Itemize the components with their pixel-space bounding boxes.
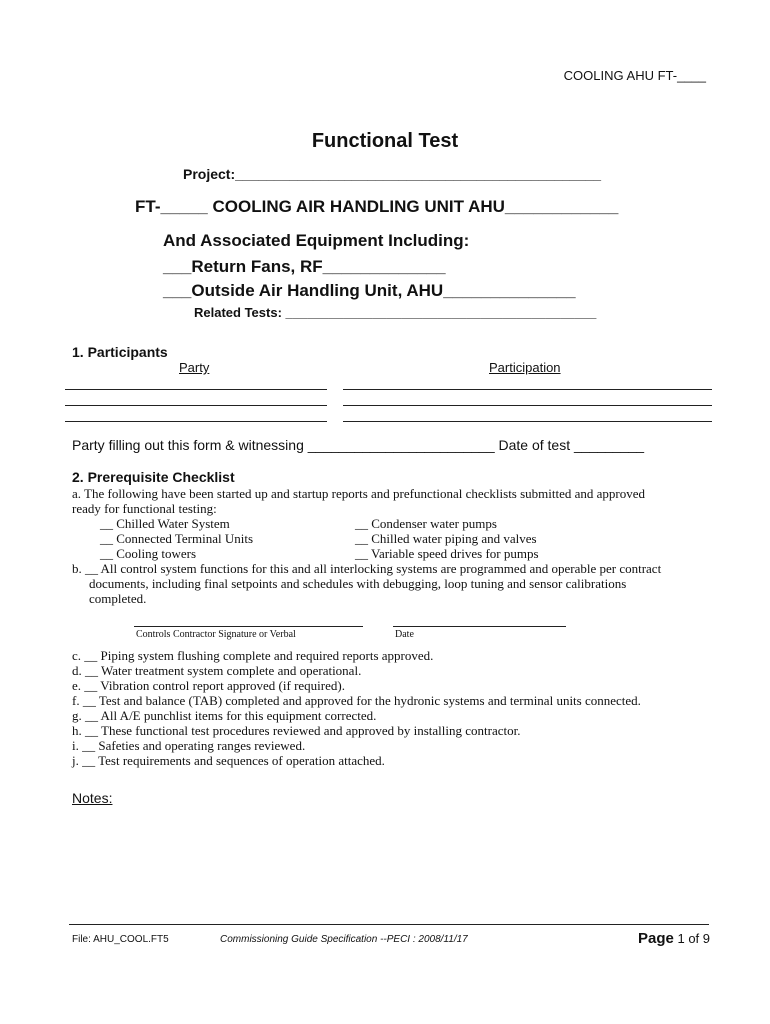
equipment-outside-ahu: ___Outside Air Handling Unit, AHU______________ (163, 281, 576, 300)
equipment-return-fans: ___Return Fans, RF_____________ (163, 257, 446, 276)
party-line-3 (65, 421, 327, 422)
participation-line-3 (343, 421, 712, 422)
date-label: Date (395, 629, 414, 640)
participation-line-1 (343, 389, 712, 390)
page-of: 1 of 9 (673, 931, 710, 946)
prereq-item-i: i. __ Safeties and operating ranges reviewed. (72, 738, 306, 753)
party-filling-field: Party filling out this form & witnessing ________________________ Date of test _________ (72, 437, 645, 453)
check-chilled-piping: __ Chilled water piping and valves (355, 531, 537, 546)
prereq-b-line3: completed. (89, 591, 147, 606)
related-tests-field: Related Tests: ___________________________________________ (194, 305, 597, 320)
ft-heading: FT-_____ COOLING AIR HANDLING UNIT AHU____________ (135, 197, 619, 216)
prereq-item-c: c. __ Piping system flushing complete and required reports approved. (72, 648, 434, 663)
project-field: Project:_______________________________________________ (183, 166, 602, 182)
page-title: Functional Test (311, 130, 459, 152)
party-line-2 (65, 405, 327, 406)
page-number (638, 930, 710, 947)
signature-line (134, 626, 363, 627)
prereq-item-j: j. __ Test requirements and sequences of operation attached. (72, 753, 385, 768)
prereq-a-line2: ready for functional testing: (72, 501, 217, 516)
page-word: Page (638, 930, 674, 947)
participation-line-2 (343, 405, 712, 406)
check-chilled-water: __ Chilled Water System (100, 516, 230, 531)
participation-column-header: Participation (489, 360, 561, 375)
party-column-header: Party (179, 360, 210, 375)
check-cooling-towers: __ Cooling towers (100, 546, 197, 561)
check-terminal-units: __ Connected Terminal Units (100, 531, 254, 546)
participants-heading: 1. Participants (72, 344, 168, 360)
footer-file: File: AHU_COOL.FT5 (72, 934, 169, 945)
prereq-item-f: f. __ Test and balance (TAB) completed and approved for the hydronic systems and terminal units connected. (72, 693, 641, 708)
signature-label: Controls Contractor Signature or Verbal (136, 629, 296, 640)
prereq-b-line2: documents, including final setpoints and schedules with debugging, loop tuning and sensor calibrations (89, 576, 627, 591)
prereq-item-e: e. __ Vibration control report approved (if required). (72, 678, 345, 693)
check-condenser-pumps: __ Condenser water pumps (355, 516, 497, 531)
prereq-a-line1: a. The following have been started up and startup reports and prefunctional checklists submitted and approved (72, 486, 646, 501)
footer-spec: Commissioning Guide Specification --PECI : 2008/11/17 (220, 934, 468, 945)
prereq-heading: 2. Prerequisite Checklist (72, 469, 235, 485)
footer-rule (69, 924, 709, 925)
check-vsd-pumps: __ Variable speed drives for pumps (355, 546, 539, 561)
document-reference: COOLING AHU FT-____ (563, 68, 706, 83)
associated-heading: And Associated Equipment Including: (163, 231, 470, 250)
date-line (393, 626, 566, 627)
prereq-item-g: g. __ All A/E punchlist items for this equipment corrected. (72, 708, 377, 723)
prereq-item-d: d. __ Water treatment system complete and operational. (72, 663, 362, 678)
prereq-b-line1: b. __ All control system functions for this and all interlocking systems are programmed and operable per contract (72, 561, 662, 576)
notes-label: Notes: (72, 790, 113, 806)
party-line-1 (65, 389, 327, 390)
prereq-item-h: h. __ These functional test procedures reviewed and approved by installing contractor. (72, 723, 521, 738)
